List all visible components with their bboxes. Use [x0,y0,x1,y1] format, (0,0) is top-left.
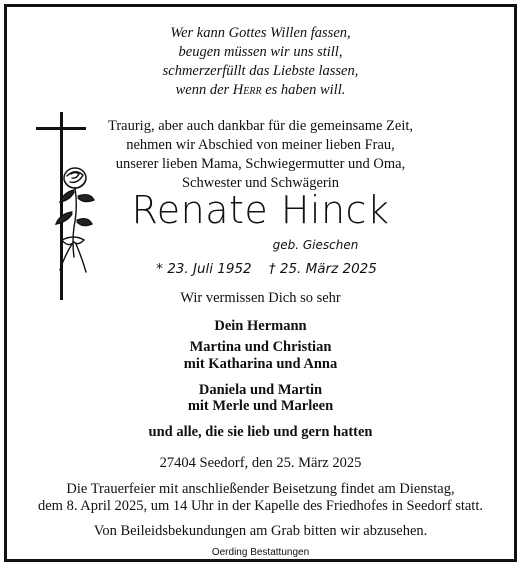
death-date: † 25. März 2025 [268,261,377,277]
mourners-intro: Wir vermissen Dich so sehr [180,290,341,306]
deceased-name: Renate Hinck [131,188,390,232]
poem-line-1: Wer kann Gottes Willen fassen, [170,25,351,41]
mourner-group-3-line-2: mit Merle und Marleen [187,398,334,414]
mourner-group-1: Dein Hermann [214,318,307,334]
intro-line-4: Schwester und Schwägerin [181,175,340,191]
poem-line-4: wenn der Herr es haben will. [175,82,346,98]
life-dates [6,261,521,277]
condolence-note: Von Beileidsbekundungen am Grab bitten wir abzusehen. [93,523,428,539]
funeral-home: Oerding Bestattungen [211,547,310,558]
mourner-group-2-line-2: mit Katharina und Anna [183,356,338,372]
mourner-group-3-line-1: Daniela und Martin [198,382,323,398]
mourner-group-2-line-1: Martina und Christian [189,339,332,355]
poem-line-2: beugen müssen wir uns still, [178,44,343,60]
funeral-line-2: dem 8. April 2025, um 14 Uhr in der Kapelle des Friedhofes in Seedorf statt. [38,498,483,514]
mourner-group-4: und alle, die sie lieb und gern hatten [148,424,373,440]
intro-line-2: nehmen wir Abschied von meiner lieben Frau, [126,137,395,153]
intro-line-1: Traurig, aber auch dankbar für die gemeinsame Zeit, [107,118,414,134]
birth-date: * 23. Juli 1952 [156,261,252,277]
funeral-line-1: Die Trauerfeier mit anschließender Beisetzung findet am Dienstag, [66,481,455,497]
poem-line-3: schmerzerfüllt das Liebste lassen, [162,63,359,79]
place-date: 27404 Seedorf, den 25. März 2025 [159,455,362,471]
maiden-name: geb. Gieschen [272,238,359,252]
intro-line-3: unserer lieben Mama, Schwiegermutter und Oma, [115,156,406,172]
